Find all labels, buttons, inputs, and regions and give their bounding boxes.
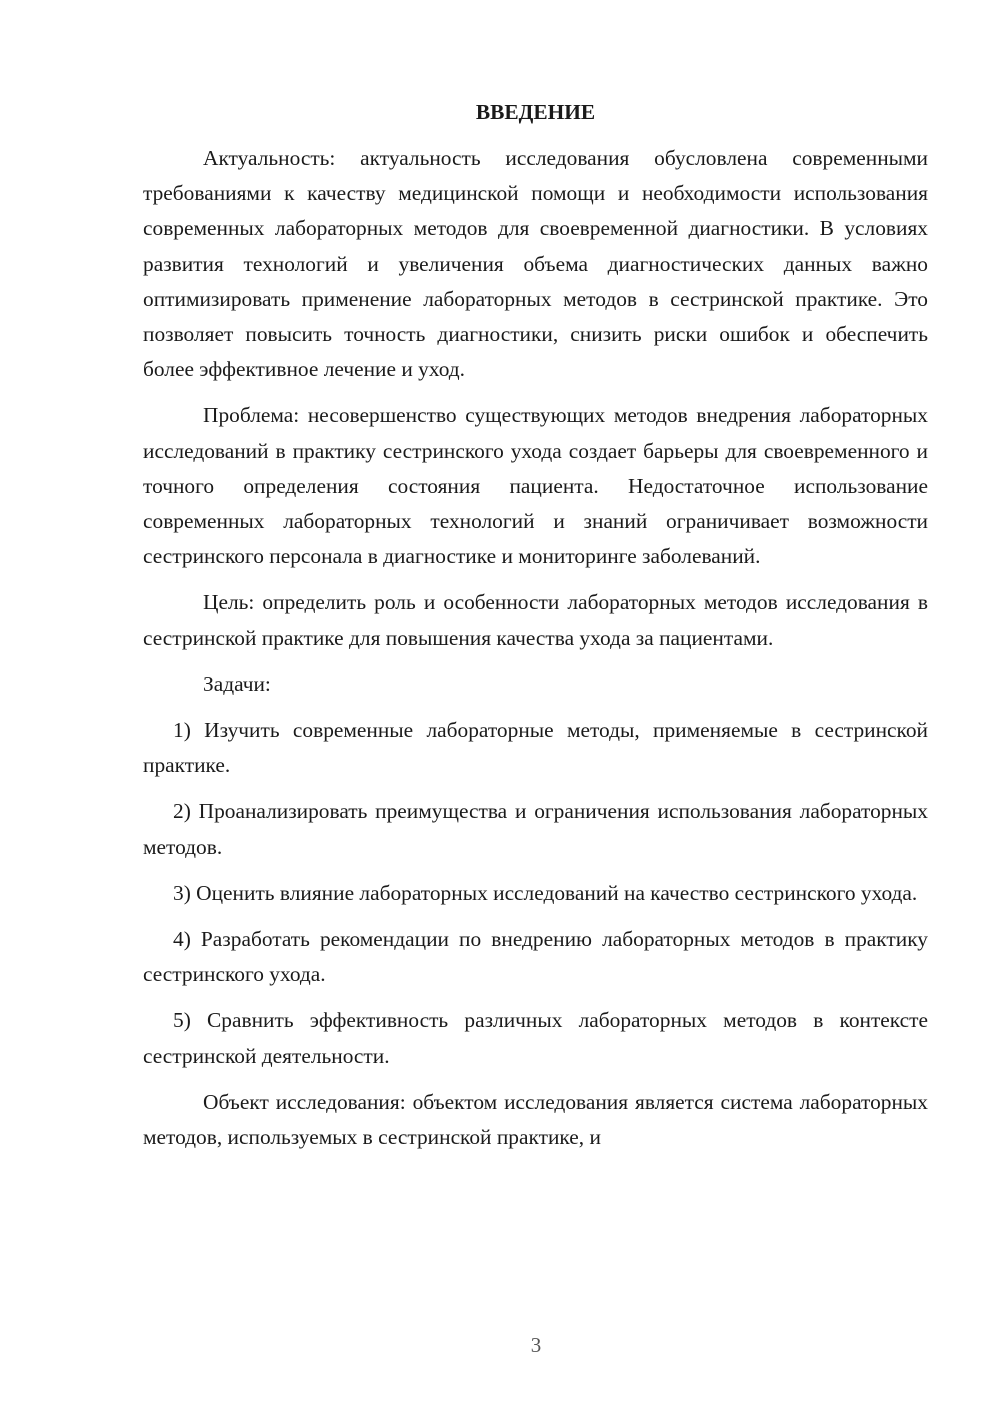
task-item: 3) Оценить влияние лабораторных исследований на качество сестринского ухода. bbox=[173, 880, 918, 905]
task-item: 5) Сравнить эффективность различных лабораторных методов в контексте сестринской деятельности. bbox=[143, 1008, 928, 1068]
task-item: 1) Изучить современные лабораторные методы, применяемые в сестринской практике. bbox=[143, 718, 928, 778]
problem-paragraph: Проблема: несовершенство существующих методов внедрения лабораторных исследований в практику сестринского ухода создает барьеры для своевременного и точного определения состояния пациента. Недостаточное использование современных лабораторных технологий и знаний ограничивает возможности сестринского персонала в диагностике и мониторинге заболеваний. bbox=[143, 403, 928, 569]
task-item: 2) Проанализировать преимущества и ограничения использования лабораторных методов. bbox=[143, 799, 928, 859]
tasks-label: Задачи: bbox=[203, 671, 271, 696]
object-paragraph: Объект исследования: объектом исследования является система лабораторных методов, используемых в сестринской практике, и bbox=[143, 1089, 928, 1150]
section-heading: ВВЕДЕНИЕ bbox=[475, 100, 596, 124]
goal-paragraph: Цель: определить роль и особенности лабораторных методов исследования в сестринской практике для повышения качества ухода за пациентами. bbox=[143, 590, 928, 650]
page-number: 3 bbox=[530, 1333, 542, 1357]
task-item: 4) Разработать рекомендации по внедрению лабораторных методов в практику сестринского ухода. bbox=[143, 927, 928, 987]
page-content bbox=[143, 95, 928, 1166]
relevance-paragraph: Актуальность: актуальность исследования обусловлена современными требованиями к качеству медицинской помощи и необходимости использования современных лабораторных методов для своевременной диагностики. В условиях развития технологий и увеличения объема диагностических данных важно оптимизировать применение лабораторных методов в сестринской практике. Это позволяет повысить точность диагностики, снизить риски ошибок и обеспечить более эффективное лечение и уход. bbox=[143, 146, 928, 382]
